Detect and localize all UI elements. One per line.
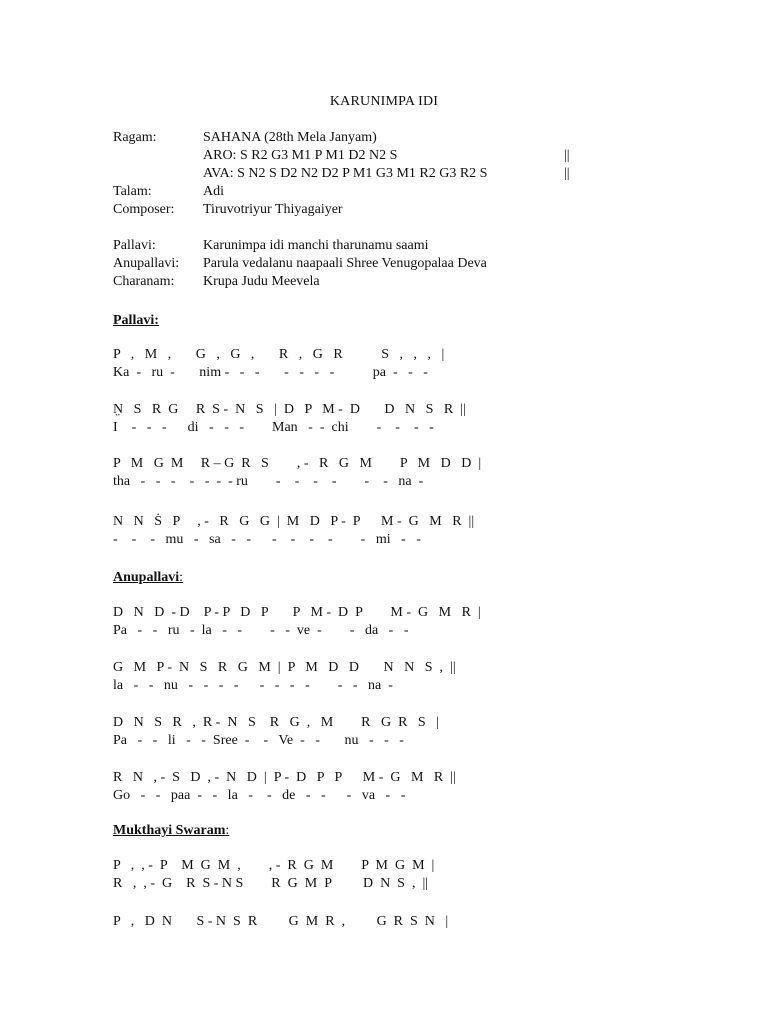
pallavi-swara-line-2: N̤ S R G R S - N S | D P M - D D N S R || bbox=[113, 402, 466, 417]
avarohanam-value: AVA: S N2 S D2 N2 D2 P M1 G3 M1 R2 G3 R2 S bbox=[203, 166, 488, 181]
pallavi-sahitya-line-1: Ka - ru - nim - - - - - - - pa - - - bbox=[113, 365, 428, 380]
charanam-summary-value: Krupa Judu Meevela bbox=[203, 274, 320, 289]
anupallavi-swara-line-4: R N , - S D , - N D | P - D P P M - G M R || bbox=[113, 770, 456, 785]
pallavi-summary-label: Pallavi: bbox=[113, 238, 156, 253]
anupallavi-summary-label: Anupallavi: bbox=[113, 256, 180, 271]
anupallavi-sahitya-line-4: Go - - paa - - la - - de - - - va - - bbox=[113, 788, 406, 803]
anupallavi-summary-value: Parula vedalanu naapaali Shree Venugopalaa Deva bbox=[203, 256, 487, 271]
anupallavi-sahitya-line-3: Pa - - li - - Sree - - Ve - - nu - - - bbox=[113, 733, 404, 748]
mukthayi-line-2: R , , - G R S - N S R G M P D N S , || bbox=[113, 876, 429, 891]
mukthayi-heading-colon: : bbox=[225, 823, 230, 838]
pallavi-heading: Pallavi: bbox=[113, 313, 159, 328]
pallavi-swara-line-3: P M G M R – G R S , - R G M P M D D | bbox=[113, 456, 482, 471]
anupallavi-sahitya-line-2: la - - nu - - - - - - - - - - na - bbox=[113, 678, 393, 693]
pallavi-sahitya-line-2: I - - - di - - - Man - - chi - - - - bbox=[113, 420, 434, 435]
mukthayi-heading bbox=[113, 822, 229, 840]
pallavi-swara-line-1: P , M , G , G , R , G R S , , , | bbox=[113, 347, 445, 362]
composer-value: Tiruvotriyur Thiyagaiyer bbox=[203, 202, 343, 217]
talam-label: Talam: bbox=[113, 184, 152, 199]
mukthayi-heading-text: Mukthayi Swaram bbox=[113, 823, 226, 838]
anupallavi-heading-colon: : bbox=[179, 570, 184, 585]
arohanam-bars: || bbox=[564, 148, 570, 163]
charanam-summary-label: Charanam: bbox=[113, 274, 175, 289]
pallavi-sahitya-line-3: tha - - - - - - - ru - - - - - - na - bbox=[113, 474, 424, 489]
arohanam-value: ARO: S R2 G3 M1 P M1 D2 N2 S bbox=[203, 148, 398, 163]
mukthayi-line-1: P , , - P M G M , , - R G M P M G M | bbox=[113, 858, 435, 873]
anupallavi-swara-line-2: G M P - N S R G M | P M D D N N S , || bbox=[113, 660, 456, 675]
avarohanam-bars: || bbox=[564, 166, 570, 181]
anupallavi-sahitya-line-1: Pa - - ru - la - - - - ve - - da - - bbox=[113, 623, 409, 638]
pallavi-summary-value: Karunimpa idi manchi tharunamu saami bbox=[203, 238, 429, 253]
pallavi-sahitya-line-4: - - - mu - sa - - - - - - - mi - - bbox=[113, 532, 421, 547]
composer-label: Composer: bbox=[113, 202, 175, 217]
talam-value: Adi bbox=[203, 184, 224, 199]
anupallavi-heading-text: Anupallavi bbox=[113, 570, 180, 585]
anupallavi-heading bbox=[113, 569, 183, 587]
ragam-value: SAHANA (28th Mela Janyam) bbox=[203, 130, 377, 145]
mukthayi-line-3: P , D N S - N S R G M R , G R S N | bbox=[113, 914, 449, 929]
anupallavi-swara-line-1: D N D - D P - P D P P M - D P M - G M R | bbox=[113, 605, 481, 620]
ragam-label: Ragam: bbox=[113, 130, 157, 145]
anupallavi-swara-line-3: D N S R , R - N S R G , M R G R S | bbox=[113, 715, 440, 730]
pallavi-swara-line-4: N N Ṡ P , - R G G | M D P - P M - G M R || bbox=[113, 514, 475, 529]
page-title: KARUNIMPA IDI bbox=[329, 94, 439, 109]
